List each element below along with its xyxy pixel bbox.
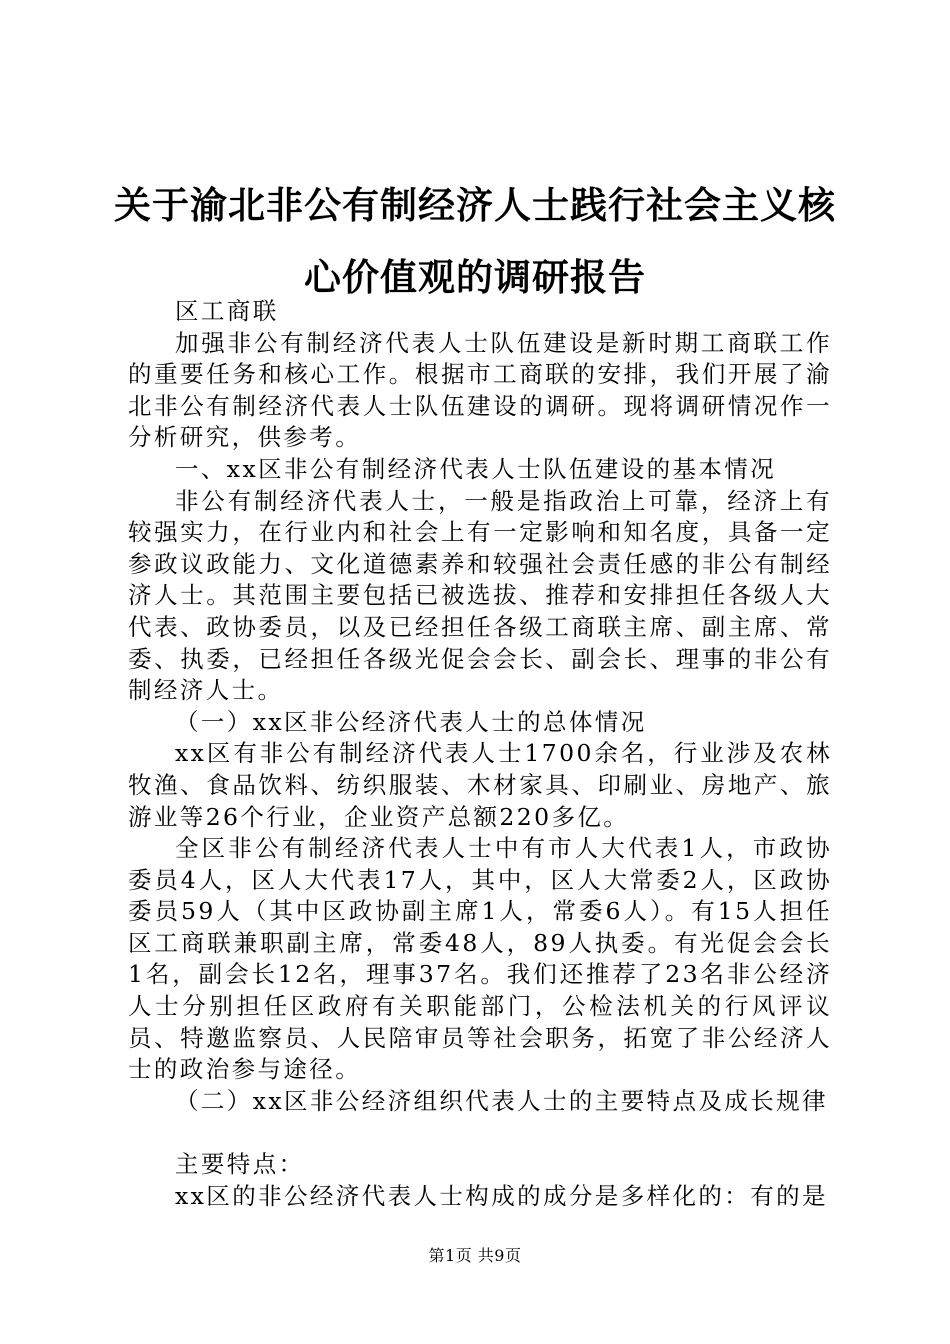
document-body	[128, 296, 832, 1212]
features-label: 主要特点：	[175, 1150, 305, 1179]
paragraph-representatives: 全区非公有制经济代表人士中有市人大代表1人，市政协委员4人，区人大代表17人，其中，区人大常委2人，区政协委员59人（其中区政协副主席1人，常委6人）。有15人担任区工商联兼职副主席，常委48人，89人执委。有光促会会长1名，副会长12名，理事37名。我们还推荐了23名非公经济人士分别担任区政府有关职能部门，公检法机关的行风评议员、特邀监察员、人民陪审员等社会职务，拓宽了非公经济人士的政治参与途径。	[128, 834, 832, 1084]
paragraph-features: xx区的非公经济代表人士构成的成分是多样化的：有的是	[175, 1181, 828, 1210]
section-heading-1: 一、xx区非公有制经济代表人士队伍建设的基本情况	[175, 454, 777, 483]
paragraph-definition: 非公有制经济代表人士，一般是指政治上可靠，经济上有较强实力，在行业内和社会上有一定影响和知名度，具备一定参政议政能力、文化道德素养和较强社会责任感的非公有制经济人士。其范围主要包括已被选拔、推荐和安排担任各级人大代表、政协委员，以及已经担任各级工商联主席、副主席、常委、执委，已经担任各级光促会会长、副会长、理事的非公有制经济人士。	[128, 486, 832, 705]
blank-line	[128, 1117, 832, 1149]
document-title: 关于渝北非公有制经济人士践行社会主义核心价值观的调研报告	[114, 184, 836, 299]
subsection-heading-2: （二）xx区非公经济组织代表人士的主要特点及成长规律	[175, 1086, 828, 1115]
paragraph-overview: xx区有非公有制经济代表人士1700余名，行业涉及农林牧渔、食品饮料、纺织服装、木材家具、印刷业、房地产、旅游业等26个行业，企业资产总额220多亿。	[128, 739, 832, 831]
page-number: 第1页 共9页	[428, 1246, 522, 1265]
paragraph-intro: 加强非公有制经济代表人士队伍建设是新时期工商联工作的重要任务和核心工作。根据市工商联的安排，我们开展了渝北非公有制经济代表人士队伍建设的调研。现将调研情况作一分析研究，供参考。	[128, 328, 832, 452]
author-line: 区工商联	[175, 297, 279, 325]
subsection-heading-1: （一）xx区非公经济代表人士的总体情况	[175, 707, 647, 736]
